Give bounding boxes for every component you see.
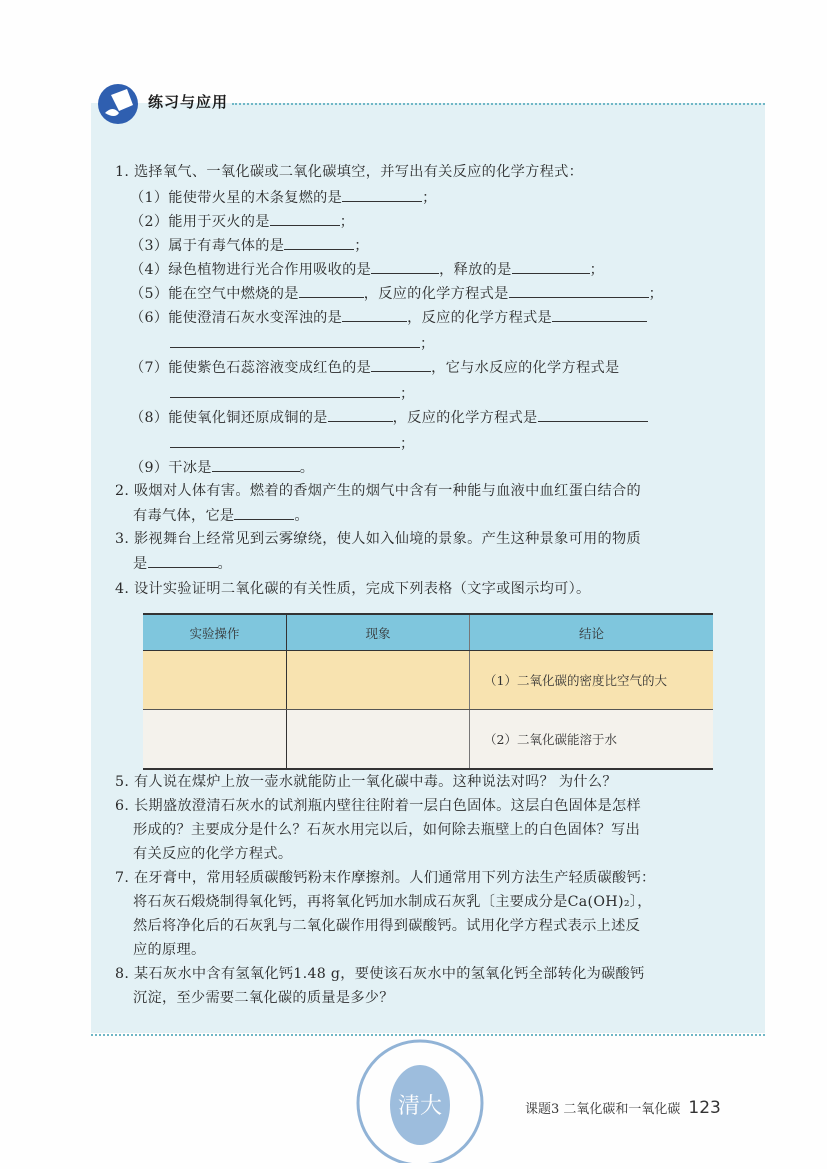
cell-phenomenon[interactable]: [287, 710, 470, 770]
page-number: 123: [688, 1098, 721, 1118]
q6-line2: 形成的？主要成分是什么？石灰水用完以后，如何除去瓶壁上的白色固体？写出: [133, 822, 641, 838]
q1-item-1: （1）能使带火星的木条复燃的是 ；: [130, 185, 437, 211]
answer-blank[interactable]: [170, 381, 400, 398]
cell-phenomenon[interactable]: [287, 651, 470, 710]
q1-item-2: （2）能用于灭火的是 ；: [130, 209, 354, 235]
q7-line4: 应的原理。: [133, 942, 206, 958]
q2-line1: 2. 吸烟对人体有害。燃着的香烟产生的烟气中含有一种能与血液中血红蛋白结合的: [115, 483, 642, 499]
answer-blank[interactable]: [234, 503, 294, 520]
q6-line3: 有关反应的化学方程式。: [133, 846, 293, 862]
q1-item-8: （8）能使氧化铜还原成铜的是 ，反应的化学方程式是: [130, 405, 648, 431]
experiment-table: [143, 613, 713, 770]
answer-blank[interactable]: [328, 405, 393, 422]
q1-item-5: （5）能在空气中燃烧的是 ，反应的化学方程式是 ；: [130, 281, 663, 307]
chapter-title: 课题3 二氧化碳和一氧化碳: [525, 1102, 681, 1117]
q1-item-8-cont: ；: [170, 431, 415, 457]
answer-blank[interactable]: [371, 257, 439, 274]
q8-line2: 沉淀，至少需要二氧化碳的质量是多少？: [133, 990, 394, 1006]
q1-item-7-cont: ；: [170, 381, 415, 407]
q2-line2: 有毒气体，它是 。: [133, 503, 309, 529]
answer-blank[interactable]: [148, 551, 218, 568]
answer-blank[interactable]: [509, 281, 649, 298]
table-header-row: [143, 614, 713, 651]
header-operation: 实验操作: [143, 614, 287, 651]
q1-item-6: （6）能使澄清石灰水变浑浊的是 ，反应的化学方程式是: [130, 305, 647, 331]
answer-blank[interactable]: [284, 233, 354, 250]
q7-line1: 7. 在牙膏中，常用轻质碳酸钙粉末作摩擦剂。人们通常用下列方法生产轻质碳酸钙：: [115, 870, 656, 886]
header-conclusion: 结论: [470, 614, 714, 651]
q4-text: 4. 设计实验证明二氧化碳的有关性质，完成下列表格（文字或图示均可）。: [115, 581, 591, 597]
answer-blank[interactable]: [212, 455, 300, 472]
q3-line1: 3. 影视舞台上经常见到云雾缭绕，使人如入仙境的景象。产生这种景象可用的物质: [115, 531, 642, 547]
answer-blank[interactable]: [170, 431, 400, 448]
q8-line1: 8. 某石灰水中含有氢氧化钙1.48 g，要使该石灰水中的氢氧化钙全部转化为碳酸钙: [115, 966, 645, 982]
q6-line1: 6. 长期盛放澄清石灰水的试剂瓶内壁往往附着一层白色固体。这层白色固体是怎样: [115, 798, 642, 814]
q1-stem: 1. 选择氧气、一氧化碳或二氧化碳填空，并写出有关反应的化学方程式：: [115, 164, 584, 180]
header-phenomenon: 现象: [287, 614, 470, 651]
cell-conclusion: （1）二氧化碳的密度比空气的大: [470, 651, 714, 710]
answer-blank[interactable]: [512, 257, 590, 274]
q1-item-4: （4）绿色植物进行光合作用吸收的是 ，释放的是 ；: [130, 257, 604, 283]
answer-blank[interactable]: [342, 185, 422, 202]
section-title: 练习与应用: [148, 93, 229, 111]
q1-item-3: （3）属于有毒气体的是 ；: [130, 233, 369, 259]
q7-line2: 将石灰石煅烧制得氧化钙，再将氧化钙加水制成石灰乳〔主要成分是Ca(OH)₂〕，: [133, 894, 652, 910]
top-dotted-divider: [232, 103, 765, 105]
table-row: [143, 710, 713, 770]
answer-blank[interactable]: [342, 305, 407, 322]
watermark-stamp-icon: [350, 1033, 490, 1163]
table-row: [143, 651, 713, 710]
answer-blank[interactable]: [299, 281, 364, 298]
exercise-logo-icon: [97, 83, 139, 125]
svg-text:清大: 清大: [397, 1094, 443, 1119]
answer-blank[interactable]: [371, 355, 431, 372]
q5-text: 5. 有人说在煤炉上放一壶水就能防止一氧化碳中毒。这种说法对吗？ 为什么？: [115, 774, 617, 790]
cell-operation[interactable]: [143, 651, 287, 710]
q7-line3: 然后将净化后的石灰乳与二氧化碳作用得到碳酸钙。试用化学方程式表示上述反: [133, 918, 641, 934]
answer-blank[interactable]: [270, 209, 340, 226]
q1-item-7: （7）能使紫色石蕊溶液变成红色的是 ，它与水反应的化学方程式是: [130, 355, 619, 381]
answer-blank[interactable]: [170, 331, 420, 348]
q3-line2: 是 。: [133, 551, 232, 577]
page-footer: [525, 1098, 721, 1118]
answer-blank[interactable]: [552, 305, 647, 322]
cell-operation[interactable]: [143, 710, 287, 770]
answer-blank[interactable]: [538, 405, 648, 422]
cell-conclusion: （2）二氧化碳能溶于水: [470, 710, 714, 770]
q1-item-9: （9）干冰是 。: [130, 455, 314, 481]
q1-item-6-cont: ；: [170, 331, 435, 357]
